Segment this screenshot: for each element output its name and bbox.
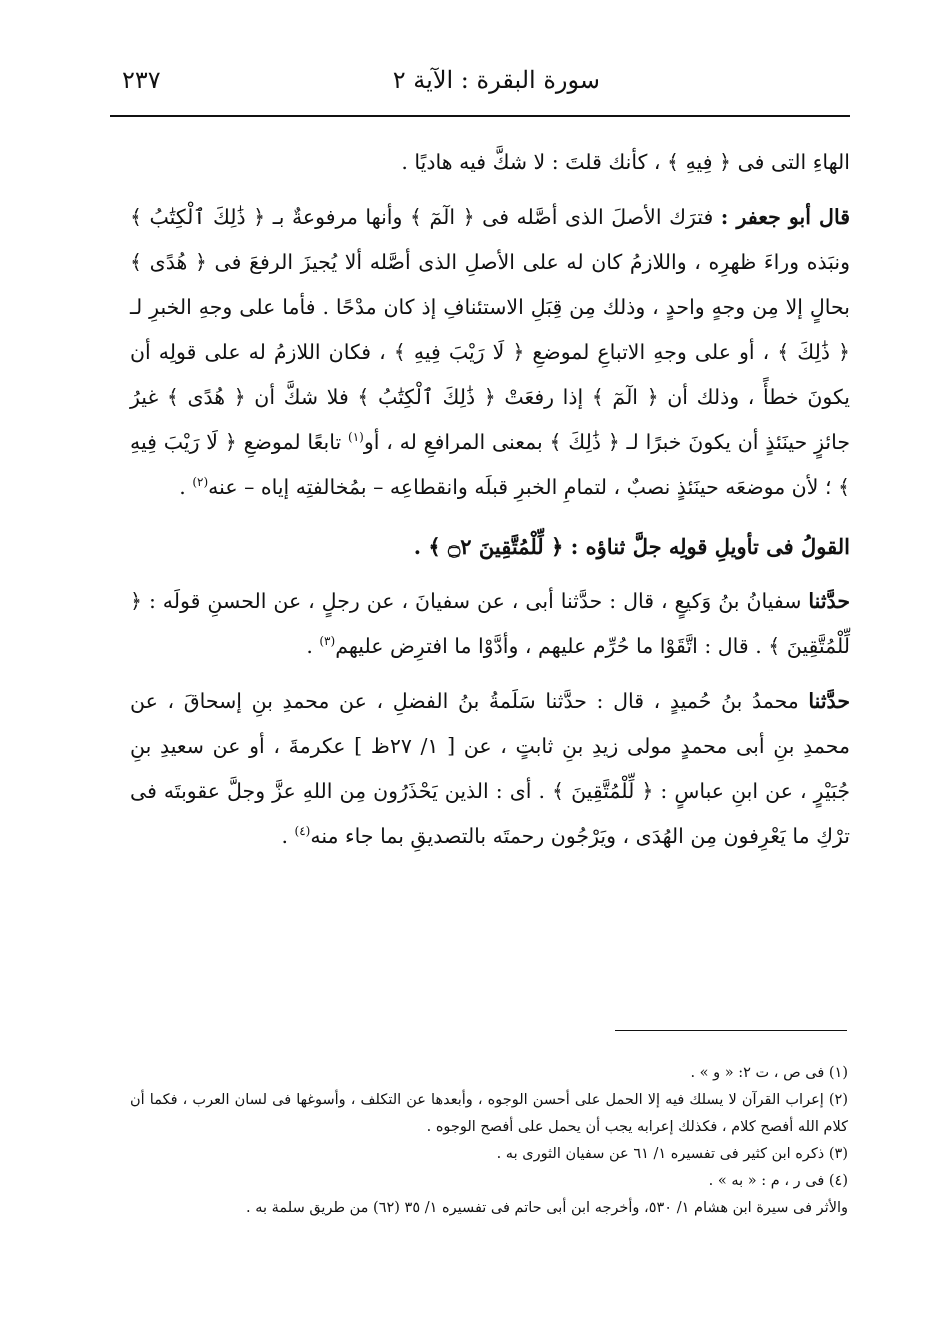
paragraph-4-text: محمدُ بنُ حُميدٍ ، قال : حدَّثنا سَلَمةُ بنُ الفضلِ ، عن محمدِ بنِ إسحاقَ ، عن محمدِ بنِ أبى محمدٍ مولى زيدِ بنِ ثابتٍ ، عن [ ١/ ٢٧ظ ] عكرمةَ ، أو عن سعيدِ بنِ جُبَيْرٍ ، عن ابنِ عباسٍ : ﴿ لِّلْمُتَّقِينَ ﴾ . أى : الذين يَحْذَرُون مِن اللهِ عزَّ وجلَّ عقوبتَه فى ترْكِ ما يَعْرِفون مِن الهُدَى ، ويَرْجُون رحمتَه بالتصديقِ بما جاء منه: [130, 689, 850, 848]
paragraph-4: [130, 679, 850, 859]
footnote-ref-1: (١): [348, 430, 364, 445]
paragraph-3: [130, 579, 850, 669]
footnote-ref-3: (٣): [319, 634, 336, 649]
paragraph-2-lead: قال أبو جعفر :: [720, 205, 850, 229]
paragraph-4-end: .: [281, 824, 295, 848]
paragraph-1: الهاءِ التى فى ﴿ فِيهِ ﴾ ، كأنك قلتَ : لا شكَّ فيه هاديًا .: [401, 150, 850, 174]
paragraph-2: [130, 195, 850, 510]
paragraph-2-text-a: فترَك الأصلَ الذى أصَّله فى ﴿ الٓمٓ ﴾ وأنها مرفوعةٌ بـ ﴿ ذَٰلِكَ ٱلْكِتَٰبُ ﴾ ونبَذه وراءَ ظهرِه ، واللازمُ كان له على الأصلِ الذى أصَّله ألا يُجيزَ الرفعَ فى ﴿ هُدًى ﴾ بحالٍ إلا مِن وجهٍ واحدٍ ، وذلك مِن قِبَلِ الاستئنافِ إذ كان مدْحًا . فأما على وجهِ الخبرِ لـ ﴿ ذَٰلِكَ ﴾ ، أو على وجهِ الاتباعِ لموضعِ ﴿ لَا رَيْبَ فِيهِ ﴾ ، فكان اللازمُ له على قولِه أن يكونَ خطأً ، وذلك أن ﴿ الٓمٓ ﴾ إذا رفعَتْ ﴿ ذَٰلِكَ ٱلْكِتَٰبُ ﴾ فلا شكَّ أن ﴿ هُدًى ﴾ غيرُ جائزٍ حينَئذٍ أن يكونَ خبرًا لـ ﴿ ذَٰلِكَ ﴾ بمعنى المرافعِ له ، أو: [130, 205, 851, 454]
footnote-4: (٤) فى ر ، م : « به » .: [708, 1173, 848, 1189]
main-text: [130, 140, 850, 859]
header-rule: [110, 115, 850, 117]
paragraph-2-text-b: تابعًا لموضعِ ﴿ لَا رَيْبَ فِيهِ ﴾ ؛ لأن موضعَه حينَئذٍ نصبٌ ، لتمامِ الخبرِ قبلَه وانقطاعِه – بمُخالفتِه إياه – عنه: [130, 430, 850, 499]
page-number: ٢٣٧: [122, 66, 161, 94]
footnote-1: (١) فى ص ، ت ٢: « و » .: [690, 1065, 848, 1081]
surah-title: سورة البقرة : الآية ٢: [392, 66, 600, 94]
footnote-ref-2: (٢): [192, 475, 209, 490]
paragraph-3-text: سفيانُ بنُ وَكيعٍ ، قال : حدَّثنا أبى ، عن سفيانَ ، عن رجلٍ ، عن الحسنِ قولَه : ﴿ لِّلْمُتَّقِينَ ﴾ . قال : اتَّقَوْا ما حُرِّم عليهم ، وأدَّوْا ما افترِض عليهم: [130, 589, 850, 658]
footnote-ref-4: (٤): [294, 824, 311, 839]
running-header: [110, 60, 850, 110]
footnote-5: والأثر فى سيرة ابن هشام ١/ ٥٣٠، وأخرجه ابن أبى حاتم فى تفسيره ١/ ٣٥ (٦٢) من طريق سلمة به .: [245, 1200, 848, 1216]
footnote-2: (٢) إعراب القرآن لا يسلك فيه إلا الحمل على أحسن الوجوه ، وأبعدها عن التكلف ، وأسوغها فى لسان العرب ، فكما أن كلام الله أفصح كلام ، فكذلك إعرابه يجب أن يحمل على أفصح الوجوه .: [130, 1092, 848, 1135]
paragraph-3-lead: حدَّثنا: [808, 589, 850, 613]
paragraph-4-lead: حدَّثنا: [808, 689, 850, 713]
section-heading: القولُ فى تأويلِ قولِه جلَّ ثناؤه : ﴿ لِّلْمُتَّقِينَ ۝٢ ﴾ .: [413, 534, 850, 559]
footnote-separator: [615, 1030, 847, 1031]
footnotes: [130, 1060, 848, 1222]
footnote-3: (٣) ذكره ابن كثير فى تفسيره ١/ ٦١ عن سفيان الثورى به .: [496, 1146, 848, 1162]
paragraph-3-end: .: [306, 634, 320, 658]
paragraph-2-end: .: [179, 475, 193, 499]
